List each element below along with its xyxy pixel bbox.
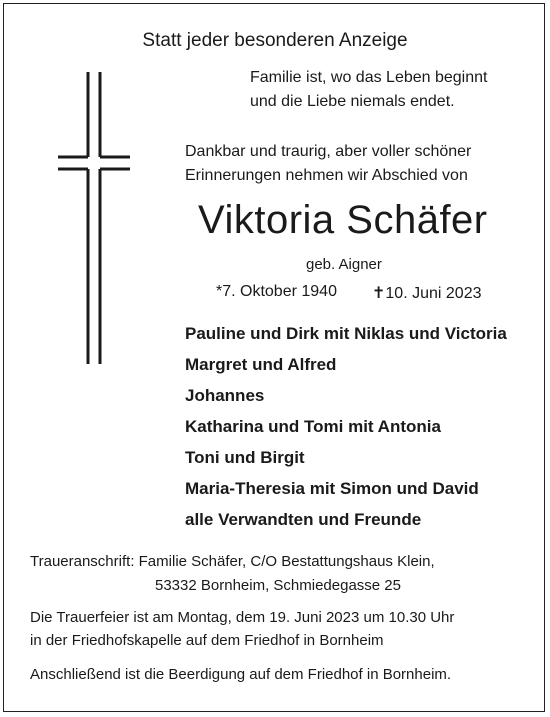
birth-name: geb. Aigner <box>306 256 382 273</box>
mourner-line: Maria-Theresia mit Simon und David <box>185 479 479 498</box>
address-line-1: Traueranschrift: Familie Schäfer, C/O Bestattungshaus Klein, <box>30 553 435 570</box>
address-line-2: 53332 Bornheim, Schmiedegasse 25 <box>155 577 401 594</box>
burial-line: Anschließend ist die Beerdigung auf dem Friedhof in Bornheim. <box>30 666 452 683</box>
mourner-line: Johannes <box>185 386 265 405</box>
death-date: ✝10. Juni 2023 <box>372 285 482 302</box>
quote-line-2: und die Liebe niemals endet. <box>250 93 455 110</box>
mourner-line: Toni und Birgit <box>185 448 305 467</box>
intro-line-1: Dankbar und traurig, aber voller schöner <box>185 143 472 160</box>
intro-line-2: Erinnerungen nehmen wir Abschied von <box>185 167 468 184</box>
service-line-2: in der Friedhofskapelle auf dem Friedhof in Bornheim <box>30 632 384 649</box>
birth-date: *7. Oktober 1940 <box>216 283 337 300</box>
mourner-line: Pauline und Dirk mit Niklas und Victoria <box>185 324 507 343</box>
cross-icon <box>58 72 148 364</box>
mourner-line: alle Verwandten und Freunde <box>185 510 422 529</box>
mourner-line: Katharina und Tomi mit Antonia <box>185 417 441 436</box>
mourner-line: Margret und Alfred <box>185 355 337 374</box>
quote-line-1: Familie ist, wo das Leben beginnt <box>250 69 488 86</box>
service-line-1: Die Trauerfeier ist am Montag, dem 19. Juni 2023 um 10.30 Uhr <box>30 609 455 626</box>
deceased-name: Viktoria Schäfer <box>198 198 488 242</box>
notice-heading: Statt jeder besonderen Anzeige <box>142 30 408 51</box>
